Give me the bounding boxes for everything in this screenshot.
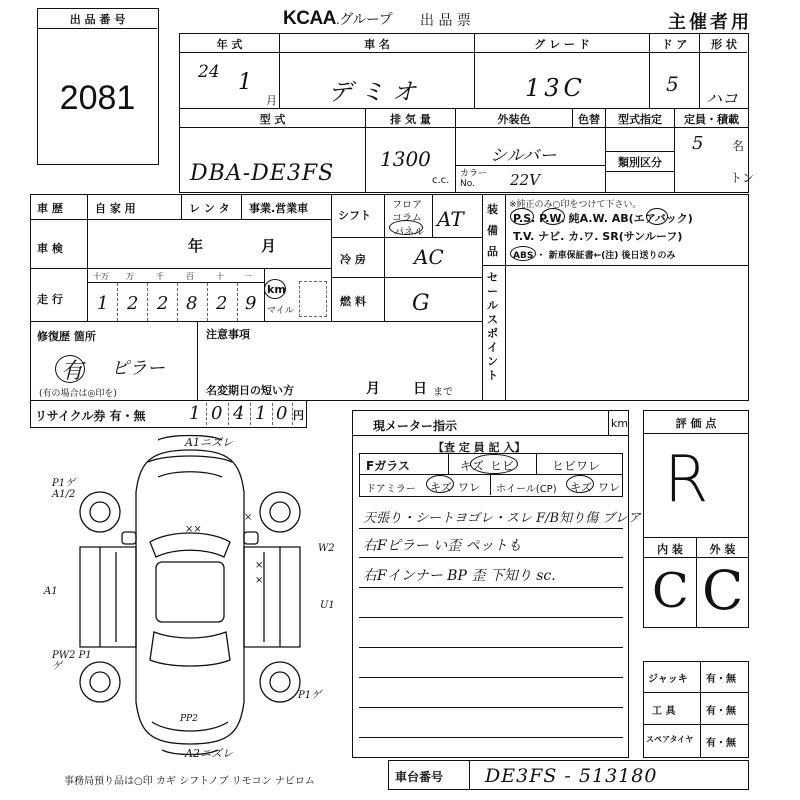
diagram-mark: ×	[244, 512, 253, 523]
mileage-digit: 2	[127, 293, 139, 314]
diagram-mark: U1	[320, 600, 335, 611]
ps-circle	[510, 208, 534, 225]
inspection-note: 天張り・シートヨゴレ・スレ F/B知り傷 ブレア	[363, 511, 641, 526]
inspection-note: 右Fインナー BP 歪 下知り sc.	[363, 568, 556, 584]
cc-unit: c.c.	[432, 175, 450, 186]
mirror-option-broken: ワレ	[458, 481, 480, 494]
inspector-heading: 【査 定 員 記 入】	[433, 441, 526, 454]
recycle-unit: 円	[293, 409, 304, 422]
type-designation-label: 型式指定	[618, 113, 662, 126]
glass-label: Fガラス	[366, 459, 410, 473]
car-name-label: 車 名	[364, 38, 390, 51]
diagram-mark: PP2	[180, 714, 198, 724]
grade-value: 13C	[525, 74, 586, 102]
km-label: km	[267, 283, 286, 296]
digit-label: 十万	[93, 272, 109, 281]
rating-label: 評 価 点	[675, 417, 717, 430]
shift-option-floor: フロア	[392, 200, 422, 211]
notes-label: 注意事項	[206, 328, 250, 341]
category-label: 類別区分	[618, 156, 662, 169]
repair-circle	[55, 355, 85, 383]
notes-block	[197, 321, 483, 401]
sale-point-label: セールスポイント	[487, 271, 498, 382]
shift-block	[331, 194, 483, 322]
shape-value: ハコ	[706, 89, 739, 108]
equipment-line1: P.S. P.W. 純A.W. AB(エアバック)	[513, 212, 693, 225]
ab-circle	[646, 208, 668, 225]
color-change-label: 色替	[578, 113, 600, 126]
month-unit: 月	[266, 94, 277, 107]
chassis-value: DE3FS - 513180	[485, 765, 658, 787]
date-suffix: まで	[433, 387, 453, 398]
date-month: 月	[366, 381, 380, 397]
jack-yes-no: 有・無	[706, 674, 736, 685]
inspection-note: 右Fピラー い歪 ペットも	[363, 538, 522, 554]
repair-value: 有	[61, 359, 84, 384]
model-value: DBA-DE3FS	[190, 161, 335, 186]
recycle-digit: 0	[276, 403, 288, 424]
shape-label: 形 状	[711, 38, 737, 51]
meter-label: 現メーター指示	[373, 419, 458, 433]
mirror-option-scratch: キズ	[430, 481, 452, 494]
capacity-unit: 名	[732, 139, 745, 153]
inspection-label: 車 検	[37, 242, 63, 255]
exterior-label: 外 装	[709, 543, 736, 556]
mirror-wheel-row	[359, 475, 623, 497]
tools-label: 工 具	[652, 706, 676, 717]
recycle-digit: 1	[255, 403, 267, 424]
equipment-line3: ABS ・ 新車保証書←(注) 後日送りのみ	[513, 251, 676, 261]
chassis-block	[388, 760, 749, 790]
date-day: 日	[413, 381, 427, 397]
recycle-digit: 1	[189, 403, 201, 424]
mileage-digit: 9	[245, 293, 257, 314]
diagram-mark: ××	[185, 524, 202, 535]
business-label: 事業.営業車	[249, 202, 309, 215]
mileage-digit: 2	[216, 293, 228, 314]
chassis-label: 車台番号	[395, 770, 444, 784]
shift-label: シフト	[338, 209, 371, 222]
inspection-year-unit: 年	[188, 237, 204, 255]
diagram-mark: A1ニズレ	[185, 436, 233, 449]
inspection-panel	[352, 410, 641, 758]
km-circle	[264, 279, 286, 299]
month-value: 1	[238, 70, 252, 95]
digit-label: 百	[186, 272, 194, 281]
diagram-mark: ×	[255, 575, 264, 586]
abs-circle	[510, 246, 536, 261]
exterior-color-label: 外装色	[497, 113, 531, 126]
mileage-label: 走 行	[37, 293, 63, 306]
displacement-value: 1300	[380, 147, 431, 171]
meter-unit: km	[611, 417, 629, 430]
diagram-mark: ×	[255, 560, 264, 571]
glass-row	[359, 453, 623, 475]
ac-value: AC	[414, 245, 444, 269]
mileage-digit: 8	[186, 293, 198, 314]
accessories-block	[643, 661, 749, 758]
ton-unit: トン	[730, 171, 755, 185]
history-block	[30, 194, 332, 322]
wheel-label: ホイール(CP)	[496, 484, 557, 495]
pw-circle	[541, 208, 565, 225]
items-note: 事務局預り品は○印 カギ シフトノブ リモコン ナビロム	[64, 776, 315, 787]
digit-label: 十	[216, 272, 224, 281]
equipment-side-label: 装備品	[487, 203, 498, 258]
tools-yes-no: 有・無	[706, 706, 736, 717]
interior-value: C	[652, 563, 689, 619]
wheel-option-broken: ワレ	[598, 481, 620, 494]
digit-label: 万	[126, 272, 134, 281]
digit-label: 千	[156, 272, 164, 281]
lot-number-label: 出 品 番 号	[69, 13, 126, 26]
brand-name: KCAA	[283, 8, 336, 29]
diagram-mark: PW2 P1ゲ	[52, 650, 92, 672]
displacement-label: 排 気 量	[390, 113, 431, 126]
inspection-month-unit: 月	[261, 237, 277, 255]
brand-group: .グループ	[335, 11, 393, 27]
shift-option-panel: パネル	[394, 227, 424, 238]
jack-label: ジャッキ	[648, 674, 688, 685]
mileage-digit: 1	[97, 293, 109, 314]
fuel-value: G	[412, 291, 430, 316]
wheel-option-scratch: キズ	[570, 481, 592, 494]
shift-value: AT	[437, 207, 464, 231]
rating-score: R	[664, 443, 709, 517]
fuel-label: 燃 料	[340, 295, 366, 308]
recycle-label: リサイクル券 有・無	[35, 409, 146, 423]
equipment-note: ※純正のみ○印をつけて下さい。	[509, 200, 642, 210]
history-label: 車 歴	[37, 202, 63, 215]
repair-label: 修復歴 箇所	[37, 330, 96, 343]
color-no-value: 22V	[510, 171, 540, 189]
crack-circle	[470, 454, 518, 474]
year-label: 年 式	[216, 38, 243, 51]
recycle-digit: 0	[211, 403, 223, 424]
diagram-mark: A2ニズレ	[185, 747, 233, 760]
exterior-value: C	[702, 559, 744, 622]
glass-option-crack: ヒビ	[490, 459, 515, 473]
glass-option-broken: ヒビワレ	[552, 459, 601, 473]
diagram-mark: P1ゲ A1/2	[52, 478, 76, 500]
shift-option-column: コラム	[392, 213, 422, 224]
organizer-label: 主催者用	[668, 12, 752, 33]
wheel-scratch-circle	[566, 475, 594, 493]
color-value: シルバー	[490, 146, 557, 166]
mirror-label: ドアミラー	[366, 484, 416, 495]
rating-block	[643, 410, 749, 628]
mileage-digit: 2	[157, 293, 169, 314]
year-value: 24	[198, 62, 220, 82]
repair-pillar: ピラー	[111, 358, 165, 379]
glass-option-scratch: キズ	[460, 459, 484, 473]
rental-label: レ ン タ	[189, 202, 230, 215]
door-label: ド ア	[661, 38, 688, 51]
lot-number: 2081	[59, 79, 136, 117]
mirror-scratch-circle	[426, 475, 454, 493]
lot-number-box	[37, 8, 159, 165]
recycle-block	[30, 400, 307, 428]
diagram-mark: P1ゲ	[298, 690, 322, 701]
vehicle-info-row1	[179, 33, 749, 109]
equipment-block	[482, 194, 749, 401]
car-name-value: デミオ	[328, 78, 424, 106]
grade-label: グ レ ー ド	[534, 38, 590, 51]
interior-label: 内 装	[657, 543, 683, 556]
vehicle-info-row2	[179, 108, 755, 193]
digit-label: 一	[244, 272, 252, 281]
brand-logo	[283, 8, 392, 30]
own-use-label: 自 家 用	[95, 202, 136, 215]
model-label: 型 式	[259, 113, 286, 126]
repair-block	[30, 321, 198, 401]
panel-circle	[389, 220, 423, 235]
color-no-label: カラー No.	[460, 169, 488, 189]
equipment-line2: T.V. ナビ. カ.ワ. SR(サンルーフ)	[513, 230, 683, 243]
diagram-mark: A1	[44, 586, 58, 597]
mile-label: マイル	[267, 306, 294, 316]
capacity-label: 定員・積載	[684, 113, 739, 126]
door-value: 5	[666, 72, 679, 96]
repair-footnote: (有の場合は◎印を)	[39, 389, 117, 399]
spare-label: スペアタイヤ	[646, 735, 694, 744]
sheet-title: 出 品 票	[420, 13, 471, 29]
diagram-mark: W2	[318, 543, 335, 554]
spare-yes-no: 有・無	[706, 738, 736, 749]
ac-label: 冷 房	[340, 253, 366, 266]
capacity-value: 5	[692, 133, 704, 154]
recycle-digit: 4	[233, 403, 245, 424]
name-change-label: 名変期日の短い方	[206, 384, 294, 397]
mile-checkbox	[299, 281, 327, 317]
